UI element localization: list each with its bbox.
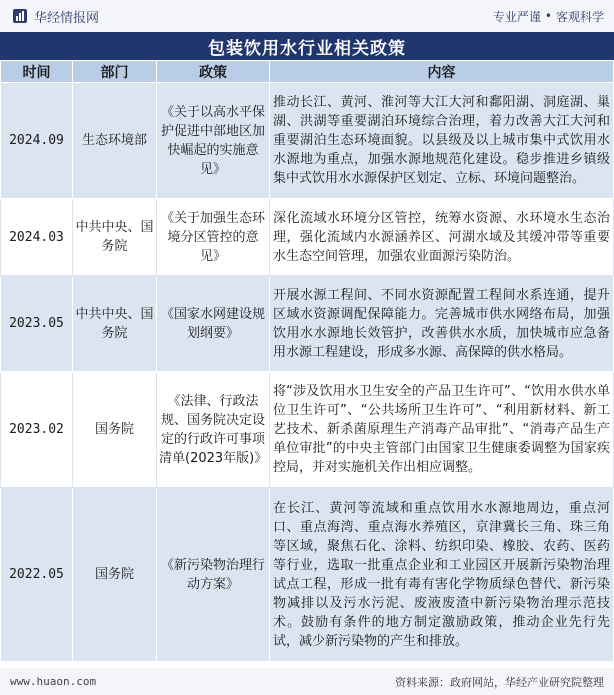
slogan-separator: •: [544, 9, 552, 23]
cell-department: 国务院: [73, 488, 157, 662]
cell-content: 在长江、黄河等流域和重点饮用水水源地周边，重点河口、重点海湾、重点海水养殖区，京津冀长三角、珠三角等区域，聚焦石化、涂料、纺织印染、橡胶、农药、医药等行业，选取一批重点企业和工业园区开展新污染物治理试点工程，形成一批有毒有害化学物质绿色替代、新污染物减排以及污水污泥、废液废渣中新污染物治理示范技术。鼓励有条件的地方制定激励政策，推动企业先行先试，减少新污染物的产生和排放。: [270, 488, 614, 662]
column-header-policy: 政策: [157, 61, 270, 83]
cell-time: 2024.03: [1, 199, 73, 276]
policy-table: [0, 60, 614, 662]
cell-department: 中共中央、国务院: [73, 276, 157, 372]
top-bar: [0, 0, 614, 32]
slogan: [493, 8, 604, 25]
page-title: 包装饮用水行业相关政策: [0, 32, 614, 60]
cell-department: 生态环境部: [73, 83, 157, 199]
footer-url[interactable]: www.huaon.com: [10, 675, 97, 688]
cell-content: 深化流域水环境分区管控，统筹水资源、水环境水生态治理，强化流域内水源涵养区、河湖水域及其缓冲带等重要水生态空间管理，加强农业面源污染防治。: [270, 199, 614, 276]
cell-policy: 《法律、行政法规、国务院决定设定的行政许可事项清单(2023年版)》: [157, 372, 270, 488]
cell-time: 2023.05: [1, 276, 73, 372]
slogan-right: 客观科学: [555, 9, 604, 24]
table-row: [1, 488, 614, 662]
cell-time: 2024.09: [1, 83, 73, 199]
cell-policy: 《关于以高水平保护促进中部地区加快崛起的实施意见》: [157, 83, 270, 199]
cell-policy: 《关于加强生态环境分区管控的意见》: [157, 199, 270, 276]
footer-source: 资料来源：政府网站，华经产业研究院整理: [395, 675, 604, 689]
cell-time: 2022.05: [1, 488, 73, 662]
cell-policy: 《国家水网建设规划纲要》: [157, 276, 270, 372]
column-header-department: 部门: [73, 61, 157, 83]
table-row: [1, 276, 614, 372]
table-row: [1, 83, 614, 199]
cell-content: 开展水源工程间、不同水资源配置工程间水系连通，提升区域水资源调配保障能力。完善城市供水网络布局，加强饮用水水源地长效管护，改善供水水质，加快城市应急备用水源工程建设，形成多水源、高保障的供水格局。: [270, 276, 614, 372]
footer: [0, 668, 614, 695]
table-row: [1, 372, 614, 488]
cell-department: 国务院: [73, 372, 157, 488]
brand-logo-icon: [12, 8, 28, 24]
column-header-content: 内容: [270, 61, 614, 83]
cell-policy: 《新污染物治理行动方案》: [157, 488, 270, 662]
policy-table-wrapper: [0, 60, 614, 668]
cell-content: 推动长江、黄河、淮河等大江大河和鄱阳湖、洞庭湖、巢湖、洪湖等重要湖泊环境综合治理，着力改善大江大河和重要湖泊生态环境面貌。以县级及以上城市集中式饮用水水源地为重点，加强水源地规范化建设。稳步推进乡镇级集中式饮用水水源保护区划定、立标、环境问题整治。: [270, 83, 614, 199]
brand: [12, 7, 99, 26]
table-header-row: [1, 61, 614, 83]
cell-content: 将“涉及饮用水卫生安全的产品卫生许可”、“饮用水供水单位卫生许可”、“公共场所卫生许可”、“利用新材料、新工艺技术、新杀菌原理生产消毒产品审批”、“消毒产品生产单位审批”的中央主管部门由国家卫生健康委调整为国家疾控局，并对实施机关作出相应调整。: [270, 372, 614, 488]
cell-department: 中共中央、国务院: [73, 199, 157, 276]
column-header-time: 时间: [1, 61, 73, 83]
slogan-left: 专业严谨: [492, 9, 541, 24]
cell-time: 2023.02: [1, 372, 73, 488]
table-row: [1, 199, 614, 276]
brand-name: 华经情报网: [34, 10, 100, 26]
